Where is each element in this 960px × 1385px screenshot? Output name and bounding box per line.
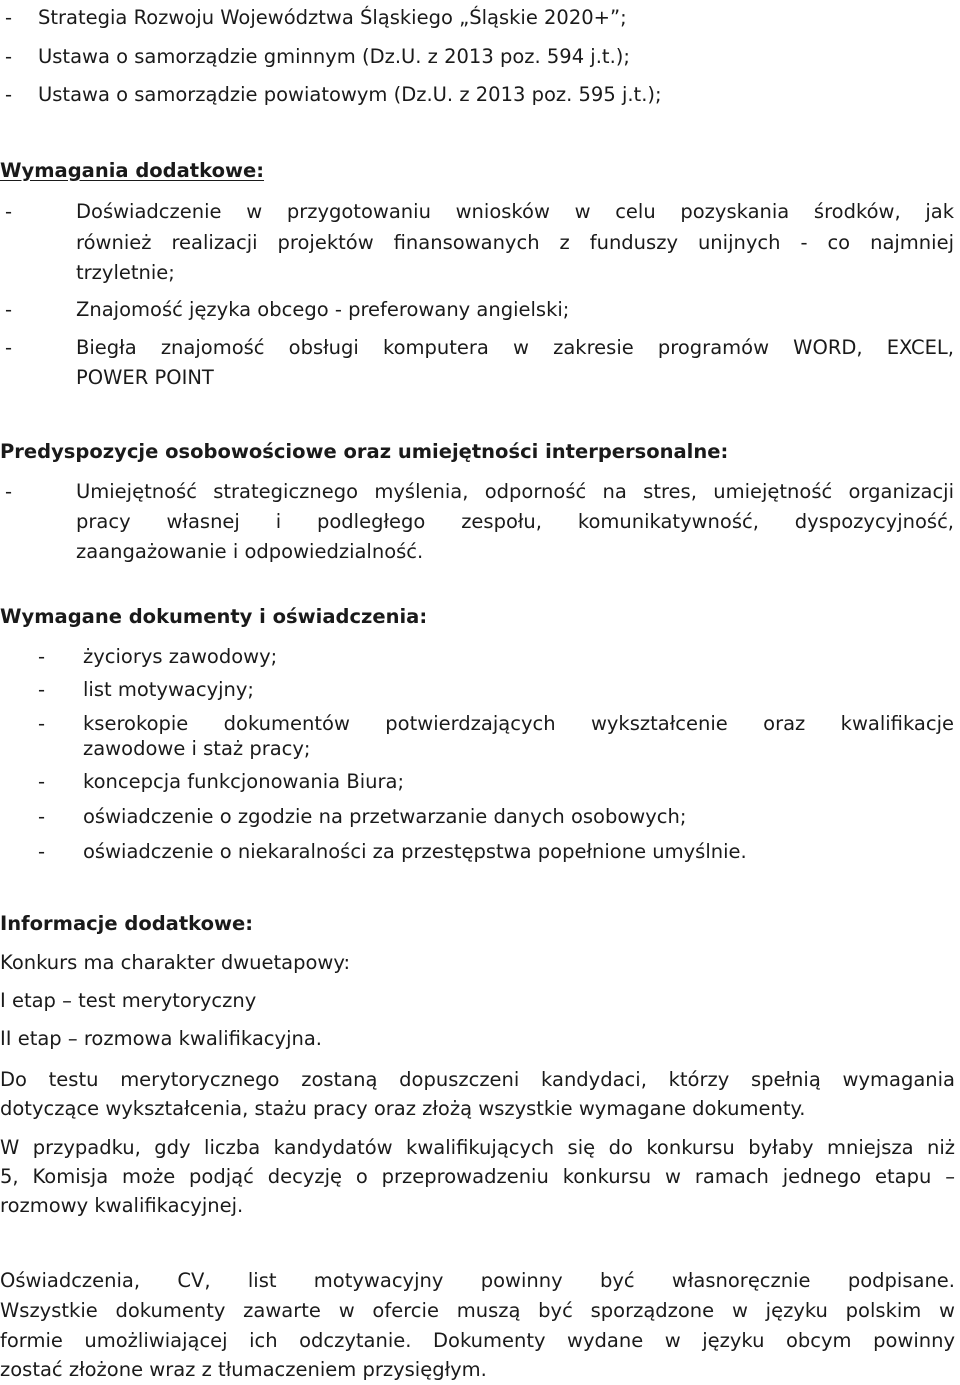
list-item: koncepcja funkcjonowania Biura; [83,770,405,793]
stages-intro: Konkurs ma charakter dwuetapowy: [0,951,351,974]
list-item: Umiejętność strategicznego myślenia, odporność na stres, umiejętność organizacji [76,480,954,503]
list-item-continuation: również realizacji projektów finansowanych z funduszy unijnych - co najmniej [76,231,954,254]
list-item: Strategia Rozwoju Województwa Śląskiego „Śląskie 2020+”; [38,6,627,29]
paragraph-line: 5, Komisja może podjąć decyzję o przeprowadzeniu konkursu w ramach jednego etapu – [0,1165,955,1188]
list-dash: - [5,298,13,321]
list-dash: - [38,678,46,701]
list-dash: - [5,480,13,503]
paragraph-line: zostać złożone wraz z tłumaczeniem przysięgłym. [0,1358,487,1381]
list-item: list motywacyjny; [83,678,254,701]
list-dash: - [38,805,46,828]
list-item-continuation: zawodowe i staż pracy; [83,737,311,760]
list-dash: - [5,83,13,106]
list-item: Ustawa o samorządzie gminnym (Dz.U. z 2013 poz. 594 j.t.); [38,45,630,68]
paragraph-line: Wszystkie dokumenty zawarte w ofercie muszą być sporządzone w języku polskim w [0,1299,955,1322]
paragraph-line: Oświadczenia, CV, list motywacyjny powinny być własnoręcznie podpisane. [0,1269,955,1292]
paragraph-line: W przypadku, gdy liczba kandydatów kwalifikujących się do konkursu byłaby mniejsza niż [0,1136,955,1159]
list-dash: - [5,45,13,68]
list-item: Ustawa o samorządzie powiatowym (Dz.U. z 2013 poz. 595 j.t.); [38,83,662,106]
list-dash: - [38,645,46,668]
section-heading: Wymagane dokumenty i oświadczenia: [0,605,428,628]
list-dash: - [38,840,46,863]
paragraph-line: rozmowy kwalifikacyjnej. [0,1194,244,1217]
list-item-continuation: zaangażowanie i odpowiedzialność. [76,540,424,563]
list-item: oświadczenie o zgodzie na przetwarzanie danych osobowych; [83,805,687,828]
list-dash: - [38,770,46,793]
stage-1: I etap – test merytoryczny [0,989,257,1012]
list-dash: - [5,6,13,29]
list-item-continuation: POWER POINT [76,366,214,389]
list-item: Doświadczenie w przygotowaniu wniosków w celu pozyskania środków, jak [76,200,954,223]
list-item: oświadczenie o niekaralności za przestępstwa popełnione umyślnie. [83,840,747,863]
section-heading: Predyspozycje osobowościowe oraz umiejętności interpersonalne: [0,440,729,463]
list-item: Znajomość języka obcego - preferowany angielski; [76,298,570,321]
paragraph-line: dotyczące wykształcenia, stażu pracy oraz złożą wszystkie wymagane dokumenty. [0,1097,806,1120]
stage-2: II etap – rozmowa kwalifikacyjna. [0,1027,322,1050]
list-item: życiorys zawodowy; [83,645,278,668]
list-dash: - [5,200,13,223]
paragraph-line: Do testu merytorycznego zostaną dopuszczeni kandydaci, którzy spełnią wymagania [0,1068,955,1091]
list-dash: - [38,712,46,735]
list-item-continuation: trzyletnie; [76,261,175,284]
list-dash: - [5,336,13,359]
paragraph-line: formie umożliwiającej ich odczytanie. Dokumenty wydane w języku obcym powinny [0,1329,955,1352]
section-heading: Informacje dodatkowe: [0,912,254,935]
list-item-continuation: pracy własnej i podległego zespołu, komunikatywność, dyspozycyjność, [76,510,954,533]
list-item: kserokopie dokumentów potwierdzających wykształcenie oraz kwalifikacje [83,712,954,735]
section-heading: Wymagania dodatkowe: [0,159,265,182]
list-item: Biegła znajomość obsługi komputera w zakresie programów WORD, EXCEL, [76,336,954,359]
